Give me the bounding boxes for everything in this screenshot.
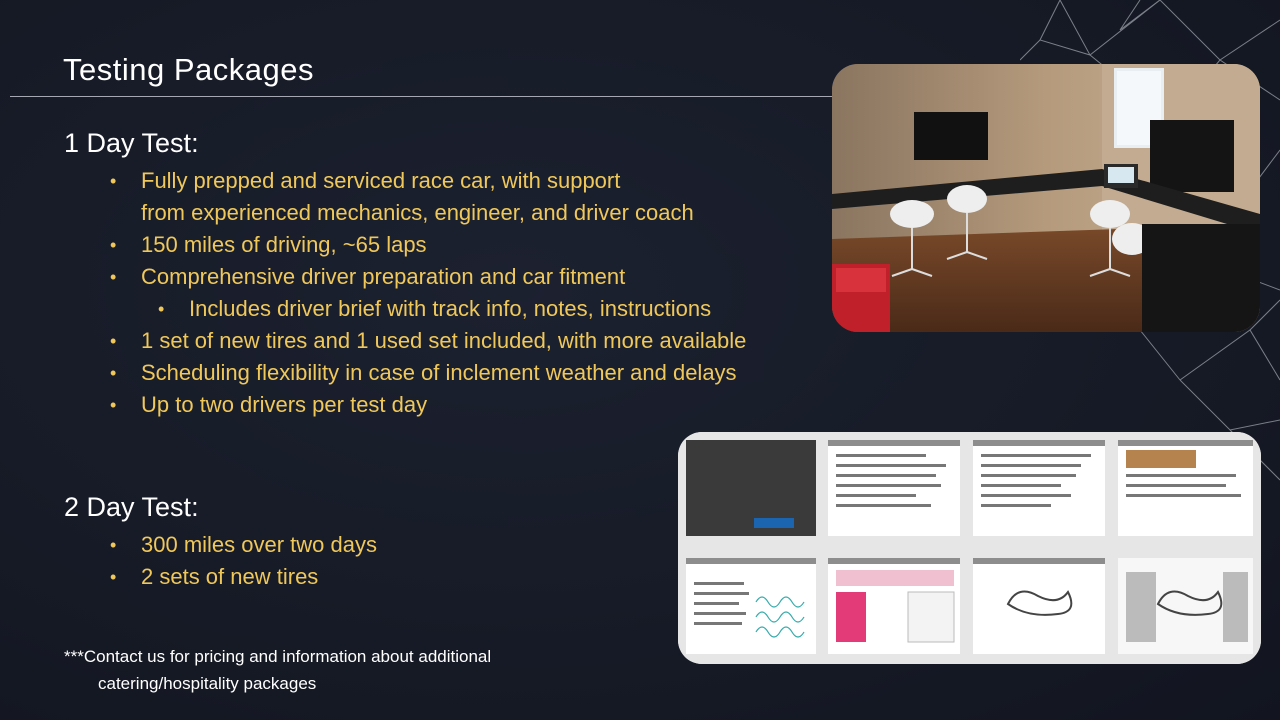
one-day-list — [64, 165, 746, 421]
bullet-icon: • — [158, 299, 165, 319]
bullet-icon: • — [110, 363, 117, 383]
one-day-item-text: 1 set of new tires and 1 used set included, with more available — [141, 328, 747, 353]
driver-guide-thumbnails — [678, 432, 1261, 664]
one-day-item — [64, 325, 746, 357]
two-day-heading: 2 Day Test: — [64, 492, 199, 522]
one-day-item — [64, 229, 746, 261]
one-day-item-text: from experienced mechanics, engineer, and driver coach — [141, 200, 694, 225]
bullet-icon: • — [110, 171, 117, 191]
bullet-icon: • — [110, 331, 117, 351]
one-day-heading: 1 Day Test: — [64, 128, 199, 158]
one-day-subitem — [64, 293, 746, 325]
contact-line-2: catering/hospitality packages — [98, 674, 317, 693]
two-day-item-text: 300 miles over two days — [141, 532, 377, 557]
room-photo-illustration — [832, 64, 1260, 332]
one-day-item — [64, 197, 746, 229]
bullet-icon: • — [110, 395, 117, 415]
two-day-item — [64, 561, 377, 593]
contact-note — [64, 643, 491, 697]
bullet-icon: • — [110, 535, 117, 555]
one-day-item-text: Fully prepped and serviced race car, with support — [141, 168, 621, 193]
one-day-item-text: Includes driver brief with track info, notes, instructions — [189, 296, 712, 321]
thumbnail-grid — [678, 432, 1261, 664]
slide-title: Testing Packages — [63, 52, 314, 87]
one-day-item-text: Up to two drivers per test day — [141, 392, 428, 417]
two-day-item-text: 2 sets of new tires — [141, 564, 319, 589]
one-day-item-text: Scheduling flexibility in case of inclement weather and delays — [141, 360, 737, 385]
one-day-item-text: 150 miles of driving, ~65 laps — [141, 232, 427, 257]
one-day-item — [64, 357, 746, 389]
two-day-list — [64, 529, 377, 593]
contact-line-1: ***Contact us for pricing and information about additional — [64, 647, 492, 666]
title-underline — [10, 96, 840, 97]
bullet-icon: • — [110, 267, 117, 287]
one-day-item — [64, 261, 746, 293]
one-day-item-text: Comprehensive driver preparation and car fitment — [141, 264, 626, 289]
one-day-item — [64, 389, 746, 421]
bullet-icon: • — [110, 235, 117, 255]
two-day-item — [64, 529, 377, 561]
one-day-item — [64, 165, 746, 197]
driver-room-photo — [832, 64, 1260, 332]
bullet-icon: • — [110, 567, 117, 587]
